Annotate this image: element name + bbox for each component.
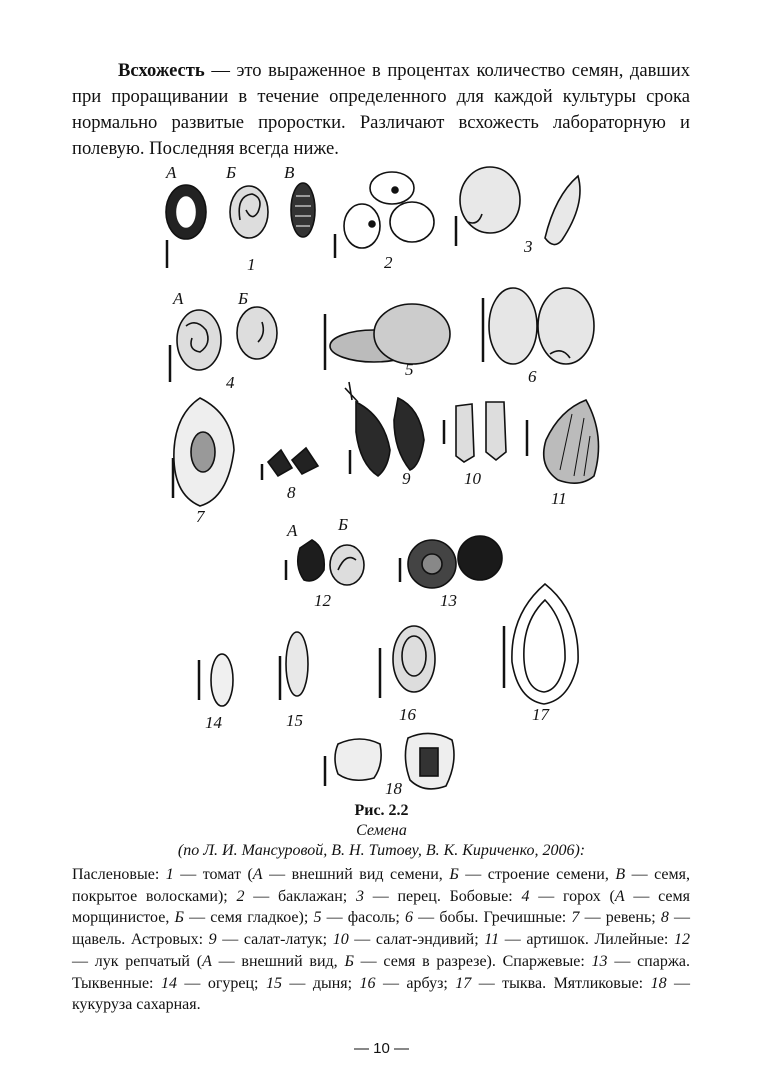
label-6: 6 bbox=[528, 367, 537, 386]
label-14: 14 bbox=[205, 713, 222, 732]
seed-pea-a bbox=[177, 310, 221, 370]
seed-rhubarb bbox=[174, 398, 234, 506]
label-3: 3 bbox=[524, 237, 533, 256]
seed-broad-bean bbox=[489, 288, 594, 364]
figure-number: Рис. 2.2 bbox=[354, 802, 409, 819]
label-12a: А bbox=[287, 521, 298, 540]
label-5: 5 bbox=[405, 360, 414, 379]
seed-asparagus bbox=[408, 536, 502, 588]
label-2: 2 bbox=[384, 253, 393, 272]
label-12b: Б bbox=[338, 515, 349, 534]
seed-sorrel bbox=[268, 448, 318, 476]
page-number: — 10 — bbox=[353, 1040, 410, 1057]
seed-watermelon bbox=[393, 626, 435, 692]
seed-endive bbox=[456, 402, 506, 462]
seed-tomato-a bbox=[166, 185, 206, 239]
seed-onion-b bbox=[330, 545, 364, 585]
figure-legend: Пасленовые: 1 — томат (А — внешний вид семени, Б — строение семени, В — семя, покрытое волосками); 2 — баклажан; 3 — перец. Бобовые: 4 — горох (А — семя морщинистое, Б — семя гладкое); 5 — фасоль; 6 — бобы. Гречишные: 7 — ревень; 8 — щавель. Астровых: 9 — салат-латук; 10 — салат-эндивий; 11 — артишок. Лилейные: 12 — лук репчатый (А — внешний вид, Б — семя в разрезе). Спаржевые: 13 — спаржа. Тыквенные: 14 — огурец; 15 — дыня; 16 — арбуз; 17 — тыква. Мятликовые: 18 — кукуруза сахарная. bbox=[72, 866, 691, 1014]
figure-source: (по Л. И. Мансуровой, В. Н. Титову, В. К. Кириченко, 2006): bbox=[177, 842, 586, 859]
seed-tomato-b bbox=[230, 186, 268, 238]
seed-pumpkin bbox=[512, 584, 578, 704]
label-15: 15 bbox=[286, 711, 303, 730]
label-10: 10 bbox=[464, 469, 481, 488]
seed-figure bbox=[0, 150, 763, 800]
seed-lettuce bbox=[345, 382, 424, 476]
seed-bean bbox=[330, 304, 450, 364]
term-germination: Всхожесть bbox=[118, 60, 205, 81]
label-1a: А bbox=[166, 163, 177, 182]
label-16: 16 bbox=[399, 705, 416, 724]
intro-paragraph bbox=[72, 58, 690, 162]
label-8: 8 bbox=[287, 483, 296, 502]
label-4b: Б bbox=[238, 289, 249, 308]
seed-pepper bbox=[460, 167, 580, 245]
intro-text: — это выраженное в процентах количество семян, давших при проращивании в течение определенного для каждой культуры срока нормально развитые проростки. Различают всхожесть лабораторную и полевую. Последняя всегда ниже. bbox=[72, 60, 690, 159]
label-1: 1 bbox=[247, 255, 256, 274]
label-9: 9 bbox=[402, 469, 411, 488]
label-13: 13 bbox=[440, 591, 457, 610]
label-1v: В bbox=[284, 163, 295, 182]
label-7: 7 bbox=[196, 507, 205, 526]
seed-eggplant bbox=[344, 172, 434, 248]
seed-melon bbox=[286, 632, 308, 696]
seed-pea-b bbox=[237, 307, 277, 359]
seed-cucumber bbox=[211, 654, 233, 706]
label-4a: А bbox=[173, 289, 184, 308]
label-4: 4 bbox=[226, 373, 235, 392]
label-1b: Б bbox=[226, 163, 237, 182]
seed-artichoke bbox=[544, 400, 599, 483]
label-18: 18 bbox=[385, 779, 402, 798]
seed-onion-a bbox=[298, 540, 325, 581]
label-12: 12 bbox=[314, 591, 331, 610]
seed-tomato-v bbox=[291, 183, 315, 237]
figure-name: Семена bbox=[356, 822, 407, 839]
label-11: 11 bbox=[551, 489, 567, 508]
label-17: 17 bbox=[532, 705, 549, 724]
